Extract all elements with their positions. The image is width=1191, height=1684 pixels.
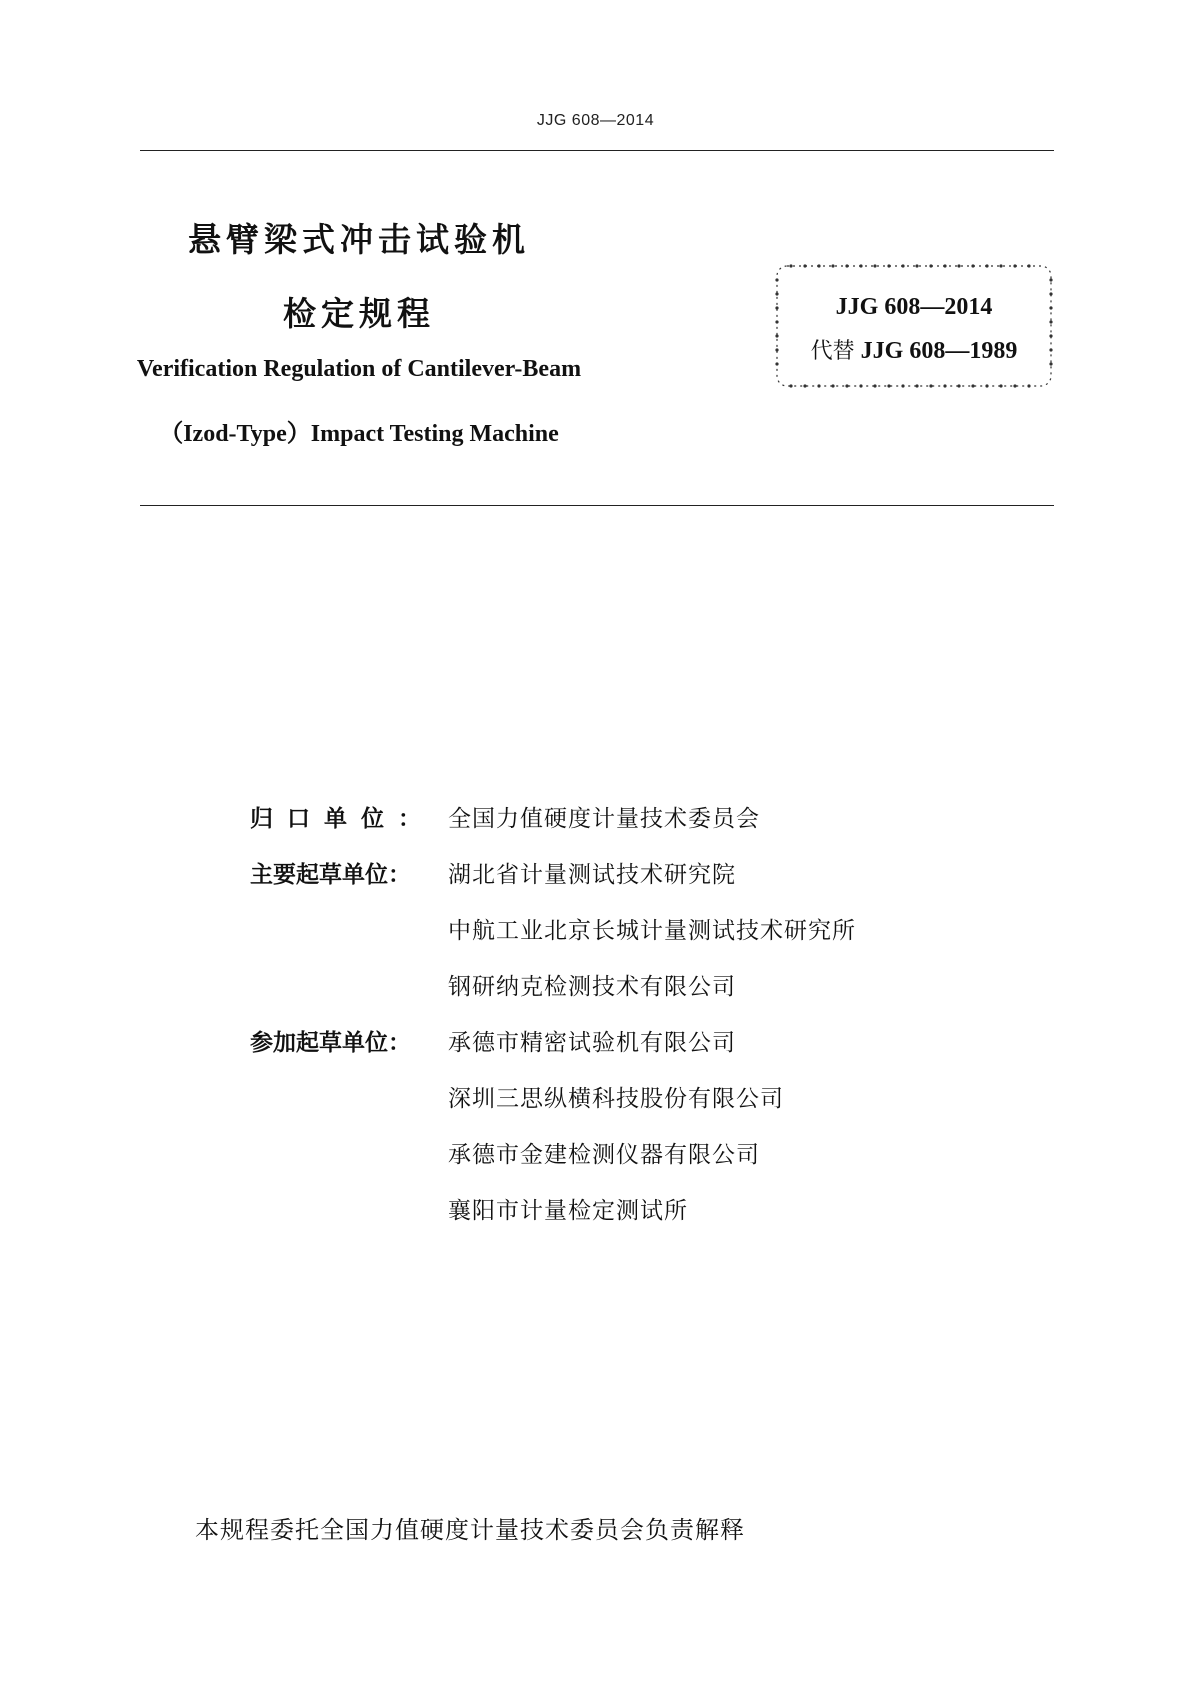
border-dot <box>859 264 862 267</box>
replaces-code: JJG 608—1989 <box>860 338 1018 364</box>
border-dot <box>985 264 988 267</box>
border-dot <box>817 384 820 387</box>
border-dot <box>1013 264 1016 267</box>
border-dot <box>971 384 974 387</box>
border-dot <box>817 264 820 267</box>
border-dot <box>845 264 848 267</box>
border-dot <box>985 384 988 387</box>
border-dot <box>831 384 834 387</box>
standard-code-box <box>773 262 1055 390</box>
main-drafting-unit: 钢研纳克检测技术有限公司 <box>448 974 736 1000</box>
border-dot <box>943 384 946 387</box>
participating-drafting-row <box>250 1080 1050 1136</box>
participating-drafting-unit: 深圳三思纵横科技股份有限公司 <box>448 1086 784 1112</box>
border-dot <box>789 264 792 267</box>
border-dot <box>1013 384 1016 387</box>
participating-drafting-row <box>250 1136 1050 1192</box>
replaces-line <box>773 334 1055 365</box>
border-dot <box>929 384 932 387</box>
border-dot <box>957 384 960 387</box>
title-en-line1: Verification Regulation of Cantilever-Beam <box>136 356 582 382</box>
border-dot <box>887 264 890 267</box>
title-cn-line2: 检定规程 <box>283 294 435 333</box>
title-rule <box>140 505 1054 506</box>
border-dot <box>803 384 806 387</box>
participating-drafting-unit: 襄阳市计量检定测试所 <box>448 1198 688 1224</box>
running-header: JJG 608—2014 <box>536 112 655 129</box>
participating-drafting-unit: 承德市金建检测仪器有限公司 <box>448 1142 760 1168</box>
border-dot <box>845 384 848 387</box>
border-dot <box>999 384 1002 387</box>
border-dot <box>999 264 1002 267</box>
interpretation-note: 本规程委托全国力值硬度计量技术委员会负责解释 <box>195 1516 745 1544</box>
border-dot <box>971 264 974 267</box>
border-dot <box>1027 264 1030 267</box>
border-dot <box>859 384 862 387</box>
main-drafting-unit: 中航工业北京长城计量测试技术研究所 <box>448 918 856 944</box>
border-dot <box>775 278 778 281</box>
border-dot <box>901 384 904 387</box>
border-dot <box>915 384 918 387</box>
border-dot <box>1027 384 1030 387</box>
border-dot <box>831 264 834 267</box>
participating-drafting-label: 参加起草单位： <box>250 1030 411 1056</box>
main-drafting-row <box>250 968 1050 1024</box>
border-dot <box>873 384 876 387</box>
participating-drafting-row <box>250 1192 1050 1248</box>
border-dot <box>887 384 890 387</box>
participating-drafting-unit: 承德市精密试验机有限公司 <box>448 1030 736 1056</box>
border-dot <box>873 264 876 267</box>
border-dot <box>957 264 960 267</box>
main-drafting-unit: 湖北省计量测试技术研究院 <box>448 862 736 888</box>
border-dot <box>929 264 932 267</box>
responsible-unit-value: 全国力值硬度计量技术委员会 <box>448 806 760 832</box>
standard-code: JJG 608—2014 <box>835 294 993 320</box>
decorative-border <box>773 262 1055 390</box>
title-cn-line1: 悬臂梁式冲击试验机 <box>188 220 530 259</box>
border-dot <box>901 264 904 267</box>
organizations-section <box>250 800 1050 1248</box>
border-dot <box>915 264 918 267</box>
border-dot <box>803 264 806 267</box>
main-drafting-label: 主要起草单位： <box>250 862 411 888</box>
border-dot <box>789 384 792 387</box>
header-rule <box>140 150 1054 151</box>
participating-drafting-row <box>250 1024 1050 1080</box>
responsible-unit-row <box>250 800 1050 856</box>
border-dot <box>1049 278 1052 281</box>
title-en-line2: （Izod-Type）Impact Testing Machine <box>159 421 559 447</box>
main-drafting-row <box>250 912 1050 968</box>
responsible-unit-label: 归口单位： <box>250 806 435 832</box>
replaces-prefix: 代替 <box>810 339 855 364</box>
main-drafting-row <box>250 856 1050 912</box>
border-dot <box>943 264 946 267</box>
